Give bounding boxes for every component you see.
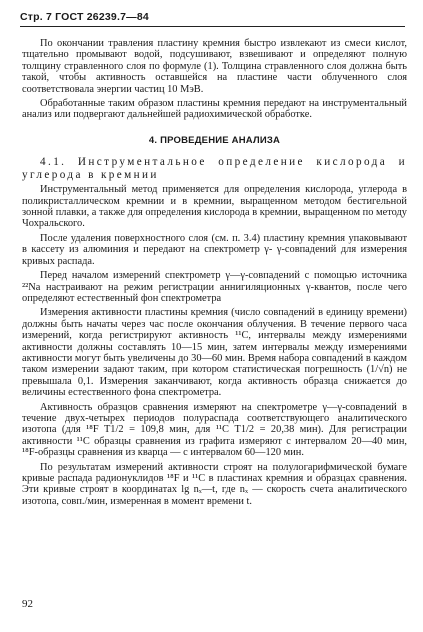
paragraph: Активность образцов сравнения измеряют на спектрометре γ—γ-совпадений в течение двух-четырех периодов полураспада соответствующего аналитического изотопа (для ¹⁸F T1/2 = 109,8 мин, для ¹¹С T1/2 = 20,38 мин). Для регистрации активности ¹¹С образцы сравнения из графита измеряют с интервалом 20—40 мин, ¹⁸F-образцы сравнения из кварца — с интервалом 60—120 мин. (22, 401, 407, 459)
section-title: 4. ПРОВЕДЕНИЕ АНАЛИЗА (148, 134, 281, 146)
subsection-title: 4.1. Инструментальное определение кислорода и углерода в кремнии (22, 156, 407, 181)
paragraph: По окончании травления пластину кремния быстро извлекают из смеси кислот, тщательно промывают водой, подсушивают, взвешивают и определяют полную толщину стравленного слоя по формуле (1). Толщина стравленного слоя должна быть такой, чтобы активность оставшейся на пластине части облученного слоя соответствовала энергии частиц 10 МэВ. (22, 38, 407, 95)
paragraph: После удаления поверхностного слоя (см. п. 3.4) пластину кремния упаковывают в кассету из алюминия и передают на спектрометр γ- γ-совпадений для измерения кривых распада. (22, 232, 407, 267)
paragraph: Инструментальный метод применяется для определения кислорода, углерода в поликристаллическом кремнии и в кремнии, выращенном методом бестигельной зонной плавки, а также для определения кислорода в кремнии, выращенном по методу Чохральского. (22, 184, 407, 230)
paragraph: Обработанные таким образом пластины кремния передают на инструментальный анализ или подвергают дальнейшей радиохимической обработке. (22, 98, 407, 121)
page-number: 92 (22, 598, 33, 610)
paragraph: Измерения активности пластины кремния (число совпадений в единицу времени) должны быть начаты через час после окончания облучения. В течение первого часа измерений, когда регистрируют активность ¹¹С, интервалы между измерениями активности должны составлять 10—15 мин, затем интервалы между измерениями активности могут быть увеличены до 30—60 мин. Время набора совпадений в каждом таком измерении задают таким, при котором статистическая погрешность (1/√n) не превышала 0,1. Измерения заканчивают, когда активность образца снижается до величины естественного фона спектрометра. (22, 307, 407, 399)
paragraph: По результатам измерений активности строят на полулогарифмической бумаге кривые распада радионуклидов ¹⁸F и ¹¹С в пластинах кремния и образцах сравнения. Эти кривые строят в координатах lg nₓ—t, где nₓ — скорость счета аналитического изотопа, совп./мин, измеренная в момент времени t. (22, 461, 407, 507)
page-content (22, 38, 407, 510)
paragraph: Перед началом измерений спектрометр γ—γ-совпадений с помощью источника ²²Na настраивают на режим регистрации аннигиляционных γ-квантов, после чего определяют естественный фон спектрометра (22, 270, 407, 304)
page-header: Стр. 7 ГОСТ 26239.7—84 (20, 11, 149, 23)
header-rule (20, 26, 405, 27)
